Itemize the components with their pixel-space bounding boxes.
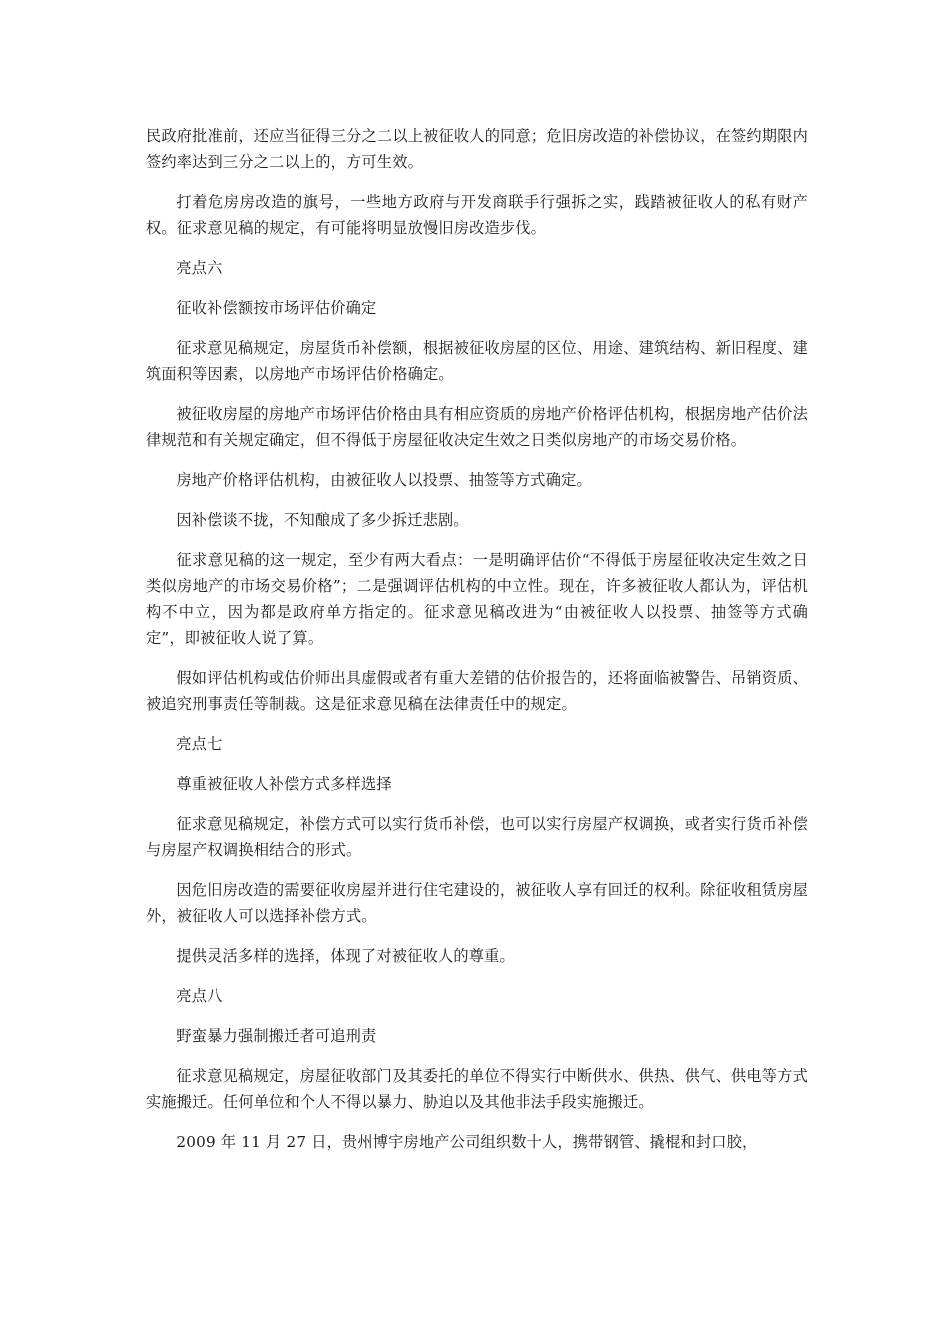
paragraph: 征求意见稿规定，房屋货币补偿额，根据被征收房屋的区位、用途、建筑结构、新旧程度、建筑面积等因素，以房地产市场评估价格确定。 xyxy=(146,339,808,383)
paragraph: 房地产价格评估机构，由被征收人以投票、抽签等方式确定。 xyxy=(176,471,592,489)
paragraph: 民政府批准前，还应当征得三分之二以上被征收人的同意；危旧房改造的补偿协议，在签约期限内签约率达到三分之二以上的，方可生效。 xyxy=(146,127,808,171)
paragraph: 被征收房屋的房地产市场评估价格由具有相应资质的房地产价格评估机构，根据房地产估价法律规范和有关规定确定，但不得低于房屋征收决定生效之日类似房地产的市场交易价格。 xyxy=(146,405,808,449)
section-heading: 亮点六 xyxy=(176,259,223,277)
paragraph: 征求意见稿规定，补偿方式可以实行货币补偿，也可以实行房屋产权调换，或者实行货币补偿与房屋产权调换相结合的形式。 xyxy=(146,815,808,859)
paragraph: 因补偿谈不拢，不知酿成了多少拆迁悲剧。 xyxy=(176,511,469,529)
paragraph: 提供灵活多样的选择，体现了对被征收人的尊重。 xyxy=(176,947,515,965)
section-heading: 亮点七 xyxy=(176,735,223,753)
paragraph: 2009 年 11 月 27 日，贵州博宇房地产公司组织数十人，携带钢管、撬棍和封口胶， xyxy=(176,1133,758,1151)
paragraph: 因危旧房改造的需要征收房屋并进行住宅建设的，被征收人享有回迁的权利。除征收租赁房屋外，被征收人可以选择补偿方式。 xyxy=(146,881,808,925)
paragraph: 假如评估机构或估价师出具虚假或者有重大差错的估价报告的，还将面临被警告、吊销资质、被追究刑事责任等制裁。这是征求意见稿在法律责任中的规定。 xyxy=(146,669,808,713)
section-heading: 亮点八 xyxy=(176,987,223,1005)
section-subheading: 尊重被征收人补偿方式多样选择 xyxy=(176,775,392,793)
paragraph: 征求意见稿的这一规定，至少有两大看点：一是明确评估价“不得低于房屋征收决定生效之日类似房地产的市场交易价格”；二是强调评估机构的中立性。现在，许多被征收人都认为，评估机构不中立，因为都是政府单方指定的。征求意见稿改进为“由被征收人以投票、抽签等方式确定”，即被征收人说了算。 xyxy=(146,551,808,647)
document-body xyxy=(146,123,808,1169)
paragraph: 征求意见稿规定，房屋征收部门及其委托的单位不得实行中断供水、供热、供气、供电等方式实施搬迁。任何单位和个人不得以暴力、胁迫以及其他非法手段实施搬迁。 xyxy=(146,1067,808,1111)
section-subheading: 征收补偿额按市场评估价确定 xyxy=(176,299,377,317)
section-subheading: 野蛮暴力强制搬迁者可追刑责 xyxy=(176,1027,377,1045)
paragraph: 打着危房房改造的旗号，一些地方政府与开发商联手行强拆之实，践踏被征收人的私有财产权。征求意见稿的规定，有可能将明显放慢旧房改造步伐。 xyxy=(146,193,808,237)
